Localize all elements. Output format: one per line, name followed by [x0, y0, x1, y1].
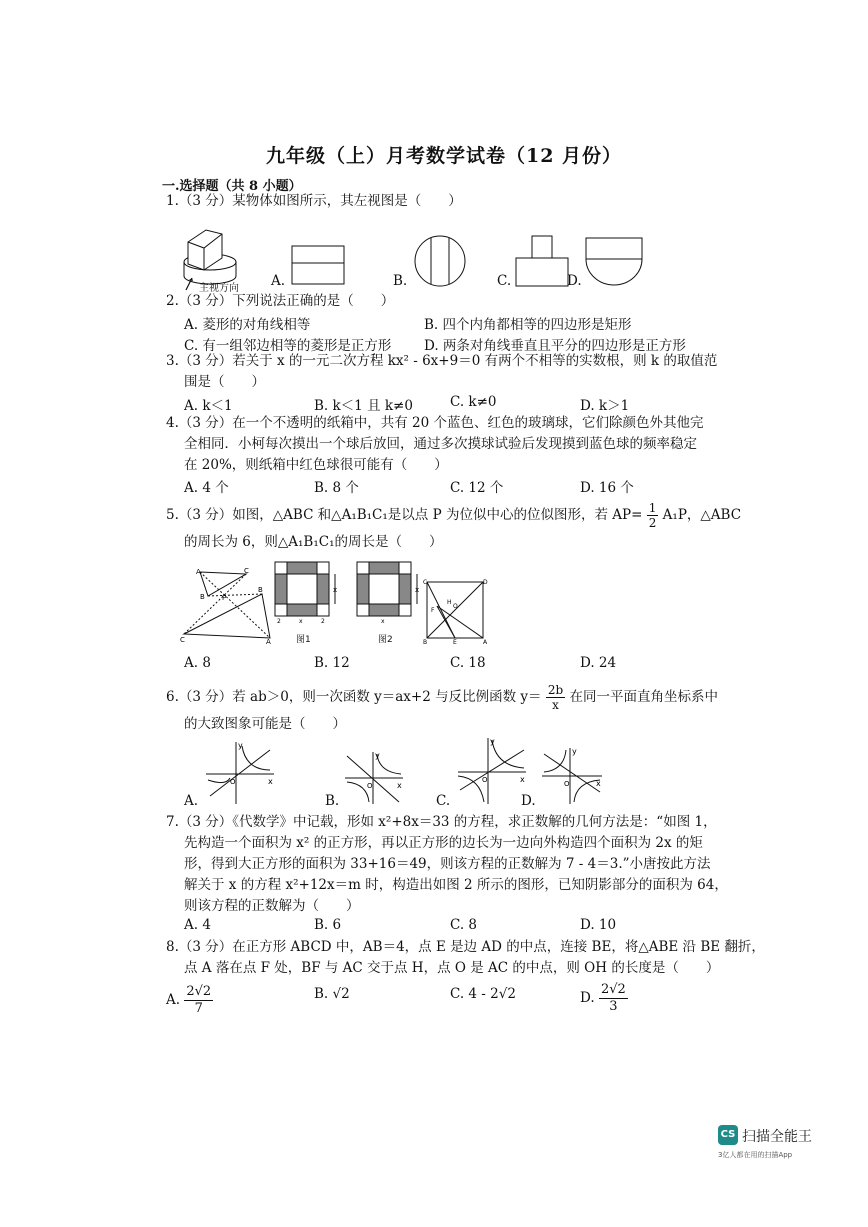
q6-option-a[interactable]: A. [184, 793, 199, 809]
q7-line1: 7.（3 分）《代数学》中记载，形如 x²+8x＝33 的方程，求正数解的几何方法是：“如图 1， [166, 814, 717, 830]
q7-option-a[interactable]: A. 4 [184, 917, 211, 933]
q5-line1 [166, 501, 741, 530]
q7-option-d[interactable]: D. 10 [580, 917, 617, 933]
svg-text:H: H [447, 599, 452, 606]
q1-stem: 1.（3 分）某物体如图所示，其左视图是（ ） [166, 193, 462, 209]
scanner-app-name: 扫描全能王 [742, 1129, 812, 1145]
q6-line2: 的大致图象可能是（ ） [184, 716, 346, 732]
q6-line1 [166, 683, 718, 712]
svg-text:y: y [490, 737, 495, 746]
q3-option-d[interactable]: D. k＞1 [580, 398, 630, 414]
svg-text:O: O [230, 778, 236, 786]
q1-option-d[interactable]: D. [567, 273, 582, 289]
q5-line1-text: 5.（3 分）如图，△ABC 和△A₁B₁C₁是以点 P 为位似中心的位似图形，若 [166, 507, 608, 523]
q6-option-d-graph [540, 746, 604, 806]
section-heading: 一.选择题（共 8 小题） [162, 179, 302, 194]
q8-line2: 点 A 落在点 F 处，BF 与 AC 交于点 H，点 O 是 AC 的中点，则 OH 的长度是（ ） [184, 960, 720, 976]
q8-line1: 8.（3 分）在正方形 ABCD 中，AB＝4，点 E 是边 AD 的中点，连接 BE，将△ABE 沿 BE 翻折， [166, 939, 765, 955]
svg-text:x: x [596, 779, 601, 788]
q8-option-a-letter: A. [166, 992, 181, 1008]
q7-option-b[interactable]: B. 6 [314, 917, 342, 933]
q5-figure-2 [355, 560, 428, 630]
q7-line4: 解关于 x 的方程 x²+12x＝m 时，构造出如图 2 所示的图形，已知阴影部分的面积为 64， [184, 877, 728, 893]
q1-option-c[interactable]: C. [497, 273, 512, 289]
q5-option-c[interactable]: C. 18 [450, 655, 486, 671]
q8-option-c[interactable]: C. 4 - 2√2 [450, 986, 516, 1002]
svg-text:F: F [431, 607, 435, 614]
svg-text:O: O [367, 782, 373, 790]
q2-stem: 2.（3 分）下列说法正确的是（ ） [166, 293, 395, 309]
svg-text:E: E [453, 639, 457, 646]
q4-line2: 全相同．小柯每次摸出一个球后放回，通过多次摸球试验后发现摸到蓝色球的频率稳定 [184, 436, 697, 452]
svg-text:x: x [333, 586, 338, 594]
svg-text:B: B [258, 586, 263, 594]
q8-option-d-den: 3 [609, 999, 618, 1014]
svg-text:x: x [381, 618, 385, 625]
q4-option-b[interactable]: B. 8 个 [314, 480, 359, 496]
page-title: 九年级（上）月考数学试卷（12 月份） [266, 145, 623, 167]
q5-line2: 的周长为 6，则△A₁B₁C₁的周长是（ ） [184, 534, 443, 550]
q8-option-a-num: 2√2 [186, 984, 212, 999]
q3-option-b[interactable]: B. k＜1 且 k≠0 [314, 398, 413, 414]
q8-option-d[interactable] [580, 982, 628, 1015]
q5-option-d[interactable]: D. 24 [580, 655, 617, 671]
q6-line1-text: 6.（3 分）若 ab＞0，则一次函数 y＝ax+2 与反比例函数 y＝ [166, 689, 542, 705]
q3-option-c[interactable]: C. k≠0 [450, 394, 497, 410]
q3-line2: 围是（ ） [184, 374, 265, 390]
q5-figure-1-label: 图1 [296, 635, 311, 645]
q7-line5: 则该方程的正数解为（ ） [184, 898, 360, 914]
q6-option-c[interactable]: C. [436, 793, 451, 809]
q6-option-b[interactable]: B. [325, 793, 340, 809]
q6-fraction [546, 683, 565, 712]
q4-option-d[interactable]: D. 16 个 [580, 480, 634, 496]
q5-figure-2-label: 图2 [378, 635, 393, 645]
svg-text:y: y [572, 747, 577, 756]
svg-text:B: B [423, 639, 428, 646]
q5-figure-1 [273, 560, 343, 630]
q5-fraction-num: 1 [648, 501, 657, 515]
q4-line3: 在 20%，则纸箱中红色球很可能有（ ） [184, 457, 448, 473]
q6-option-a-graph [204, 740, 276, 806]
scanner-logo-icon: CS [718, 1125, 738, 1145]
q8-option-a[interactable] [166, 984, 213, 1017]
q8-option-a-fraction [184, 984, 213, 1017]
q5-option-a[interactable]: A. 8 [184, 655, 211, 671]
svg-text:O: O [564, 780, 570, 788]
q5-a1p: A₁P，△ABC [662, 507, 742, 523]
svg-text:A: A [196, 568, 201, 576]
q7-option-c[interactable]: C. 8 [450, 917, 478, 933]
svg-text:x: x [299, 618, 303, 625]
q3-option-a[interactable]: A. k＜1 [184, 398, 233, 414]
svg-text:2: 2 [277, 618, 281, 625]
q5-fraction [647, 501, 659, 530]
q5-option-b[interactable]: B. 12 [314, 655, 350, 671]
q6-option-b-graph [343, 750, 405, 806]
svg-text:x: x [397, 781, 402, 790]
svg-text:2: 2 [321, 618, 325, 625]
q2-option-a[interactable]: A. 菱形的对角线相等 [184, 317, 311, 333]
q7-line2: 先构造一个面积为 x² 的正方形，再以正方形的边长为一边向外构造四个面积为 2x 的矩 [184, 835, 703, 851]
svg-text:A: A [266, 638, 271, 646]
q8-option-d-letter: D. [580, 990, 595, 1006]
q4-option-a[interactable]: A. 4 个 [184, 480, 229, 496]
q1-option-a-figure [291, 245, 347, 287]
svg-text:B: B [200, 593, 205, 601]
svg-text:O: O [482, 776, 488, 784]
svg-text:A: A [483, 639, 488, 646]
svg-text:C: C [244, 567, 249, 575]
q2-option-b[interactable]: B. 四个内角都相等的四边形是矩形 [424, 317, 632, 333]
q6-fraction-den: x [552, 698, 559, 712]
q7-line3: 形，得到大正方形的面积为 33+16＝49，则该方程的正数解为 7 - 4＝3.”小唐按此方法 [184, 856, 711, 872]
q5-square-figure [423, 578, 489, 644]
svg-text:x: x [520, 775, 525, 784]
q2-option-d[interactable]: D. 两条对角线垂直且平分的四边形是正方形 [424, 338, 686, 354]
q6-option-c-graph [456, 736, 528, 806]
q8-option-b[interactable]: B. √2 [314, 986, 350, 1002]
svg-text:C: C [423, 579, 428, 586]
q1-option-b-figure [414, 235, 468, 289]
q8-option-d-num: 2√2 [600, 982, 626, 997]
q8-option-a-den: 7 [194, 1001, 203, 1016]
svg-text:x: x [415, 586, 420, 594]
q8-option-d-fraction [599, 982, 628, 1015]
q6-line1-text-b: 在同一平面直角坐标系中 [569, 689, 718, 705]
q2-option-c[interactable]: C. 有一组邻边相等的菱形是正方形 [184, 338, 392, 354]
q6-fraction-num: 2b [547, 683, 564, 697]
q1-view-caption: 主视方向 [199, 283, 239, 294]
svg-text:x: x [268, 777, 273, 786]
svg-text:y: y [238, 741, 243, 750]
q1-option-d-figure [585, 237, 645, 289]
q1-option-c-figure [515, 235, 571, 289]
q6-option-d[interactable]: D. [521, 793, 536, 809]
q1-option-a[interactable]: A. [271, 273, 286, 289]
svg-text:D: D [483, 579, 488, 586]
q3-line1: 3.（3 分）若关于 x 的一元二次方程 kx² - 6x+9＝0 有两个不相等的实数根，则 k 的取值范 [166, 353, 718, 369]
q5-triangle-figure [180, 566, 275, 644]
svg-text:P: P [222, 594, 227, 602]
q4-line1: 4.（3 分）在一个不透明的纸箱中，共有 20 个蓝色、红色的玻璃球，它们除颜色外其他完 [166, 415, 704, 431]
q5-fraction-den: 2 [648, 516, 657, 530]
svg-text:C: C [180, 636, 185, 644]
svg-text:O: O [453, 603, 458, 610]
svg-text:y: y [375, 751, 380, 760]
q5-ap: AP= [612, 507, 643, 523]
q4-option-c[interactable]: C. 12 个 [450, 480, 504, 496]
q1-option-b[interactable]: B. [393, 273, 408, 289]
scanner-app-tagline: 3亿人都在用的扫描App [718, 1151, 793, 1159]
